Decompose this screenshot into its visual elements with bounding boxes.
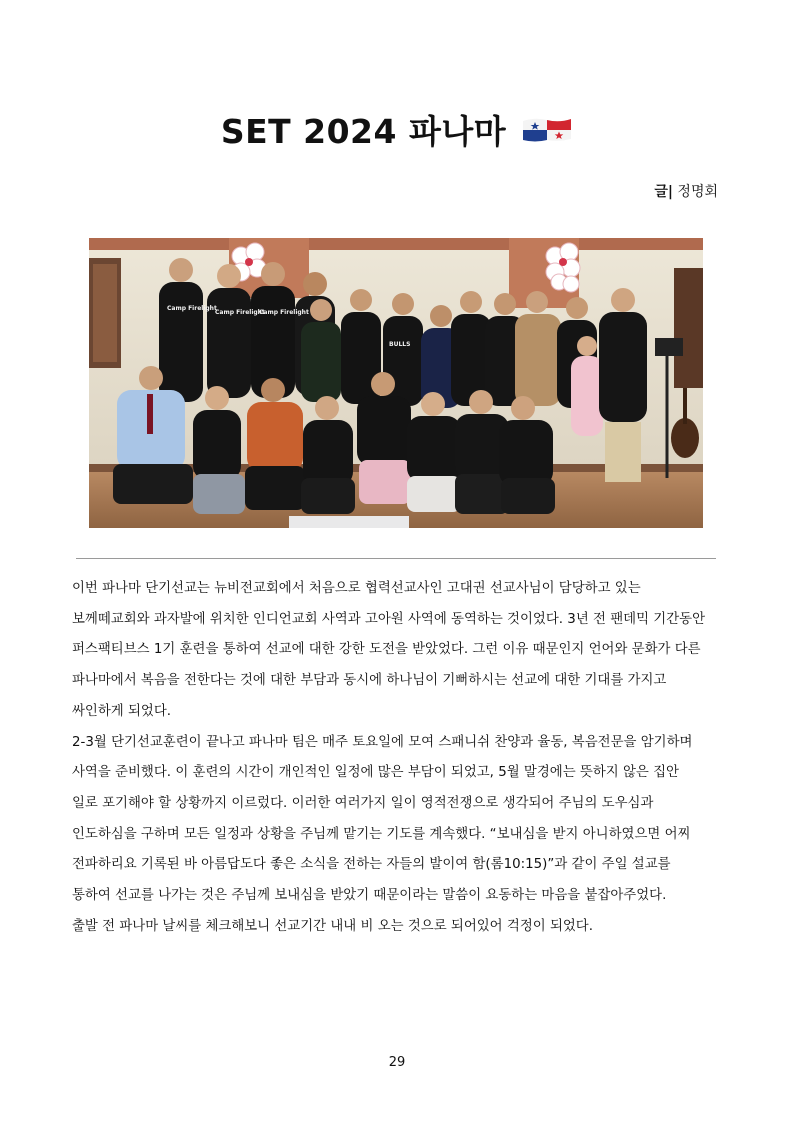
- paragraph-line: 보께떼교회와 과자발에 위치한 인디언교회 사역과 고아원 사역에 동역하는 것이었다. 3년 전 팬데믹 기간동안: [72, 611, 706, 627]
- paragraph-line: 이번 파나마 단기선교는 뉴비전교회에서 처음으로 협력선교사인 고대권 선교사님이 담당하고 있는: [72, 581, 641, 596]
- byline-label: 글|: [654, 184, 673, 200]
- paragraph-line: 2-3월 단기선교훈련이 끝나고 파나마 팀은 매주 토요일에 모여 스패니쉬 찬양과 율동, 복음전문을 암기하며: [72, 734, 693, 750]
- paragraph-line: 전파하리요 기록된 바 아름답도다 좋은 소식을 전하는 자들의 발이여 함(롬10:15)”과 같이 주일 설교를: [72, 857, 671, 873]
- paragraph-line: 통하여 선교를 나가는 것은 주님께 보내심을 받았기 때문이라는 말씀이 요동하는 마음을 붙잡아주었다.: [72, 888, 667, 904]
- shirt-print: Camp Firelight: [167, 305, 217, 312]
- paragraph-line: 퍼스팩티브스 1기 훈련을 통하여 선교에 대한 강한 도전을 받았었다. 그런 이유 때문인지 언어와 문화가 다른: [72, 642, 701, 658]
- page-number: 29: [388, 1055, 406, 1070]
- shirt-print: Camp Firelight: [259, 309, 309, 316]
- shirt-print: BULLS: [389, 341, 411, 348]
- paragraph-line: 사역을 준비했다. 이 훈련의 시간이 개인적인 일정에 많은 부담이 되었고, 5월 말경에는 뜻하지 않은 집안: [72, 765, 679, 781]
- paragraph-line: 파나마에서 복음을 전한다는 것에 대한 부담과 동시에 하나님이 기뻐하시는 선교에 대한 기대를 가지고: [72, 673, 667, 689]
- byline-author: 정명회: [677, 184, 718, 200]
- divider: [76, 558, 716, 559]
- group-photo-image: [89, 238, 703, 528]
- paragraph-line: 일로 포기해야 할 상황까지 이르렀다. 이러한 여러가지 일이 영적전쟁으로 생각되어 주님의 도우심과: [72, 795, 654, 811]
- paragraph-line: 인도하심을 구하며 모든 일정과 상황을 주님께 맡기는 기도를 계속했다. “보내심을 받지 아니하였으면 어찌: [72, 826, 691, 842]
- shirt-print: Camp Firelight: [215, 309, 265, 316]
- title-block: [0, 106, 794, 153]
- article-body: [72, 574, 722, 942]
- paragraph-line: 출발 전 파나마 날씨를 체크해보니 선교기간 내내 비 오는 것으로 되어있어 걱정이 되었다.: [72, 918, 594, 934]
- group-photo: [89, 238, 703, 528]
- panama-flag-icon: [521, 116, 573, 144]
- paragraph-line: 싸인하게 되었다.: [72, 703, 172, 719]
- page-title: SET 2024 파나마: [220, 112, 507, 151]
- byline: [654, 181, 718, 201]
